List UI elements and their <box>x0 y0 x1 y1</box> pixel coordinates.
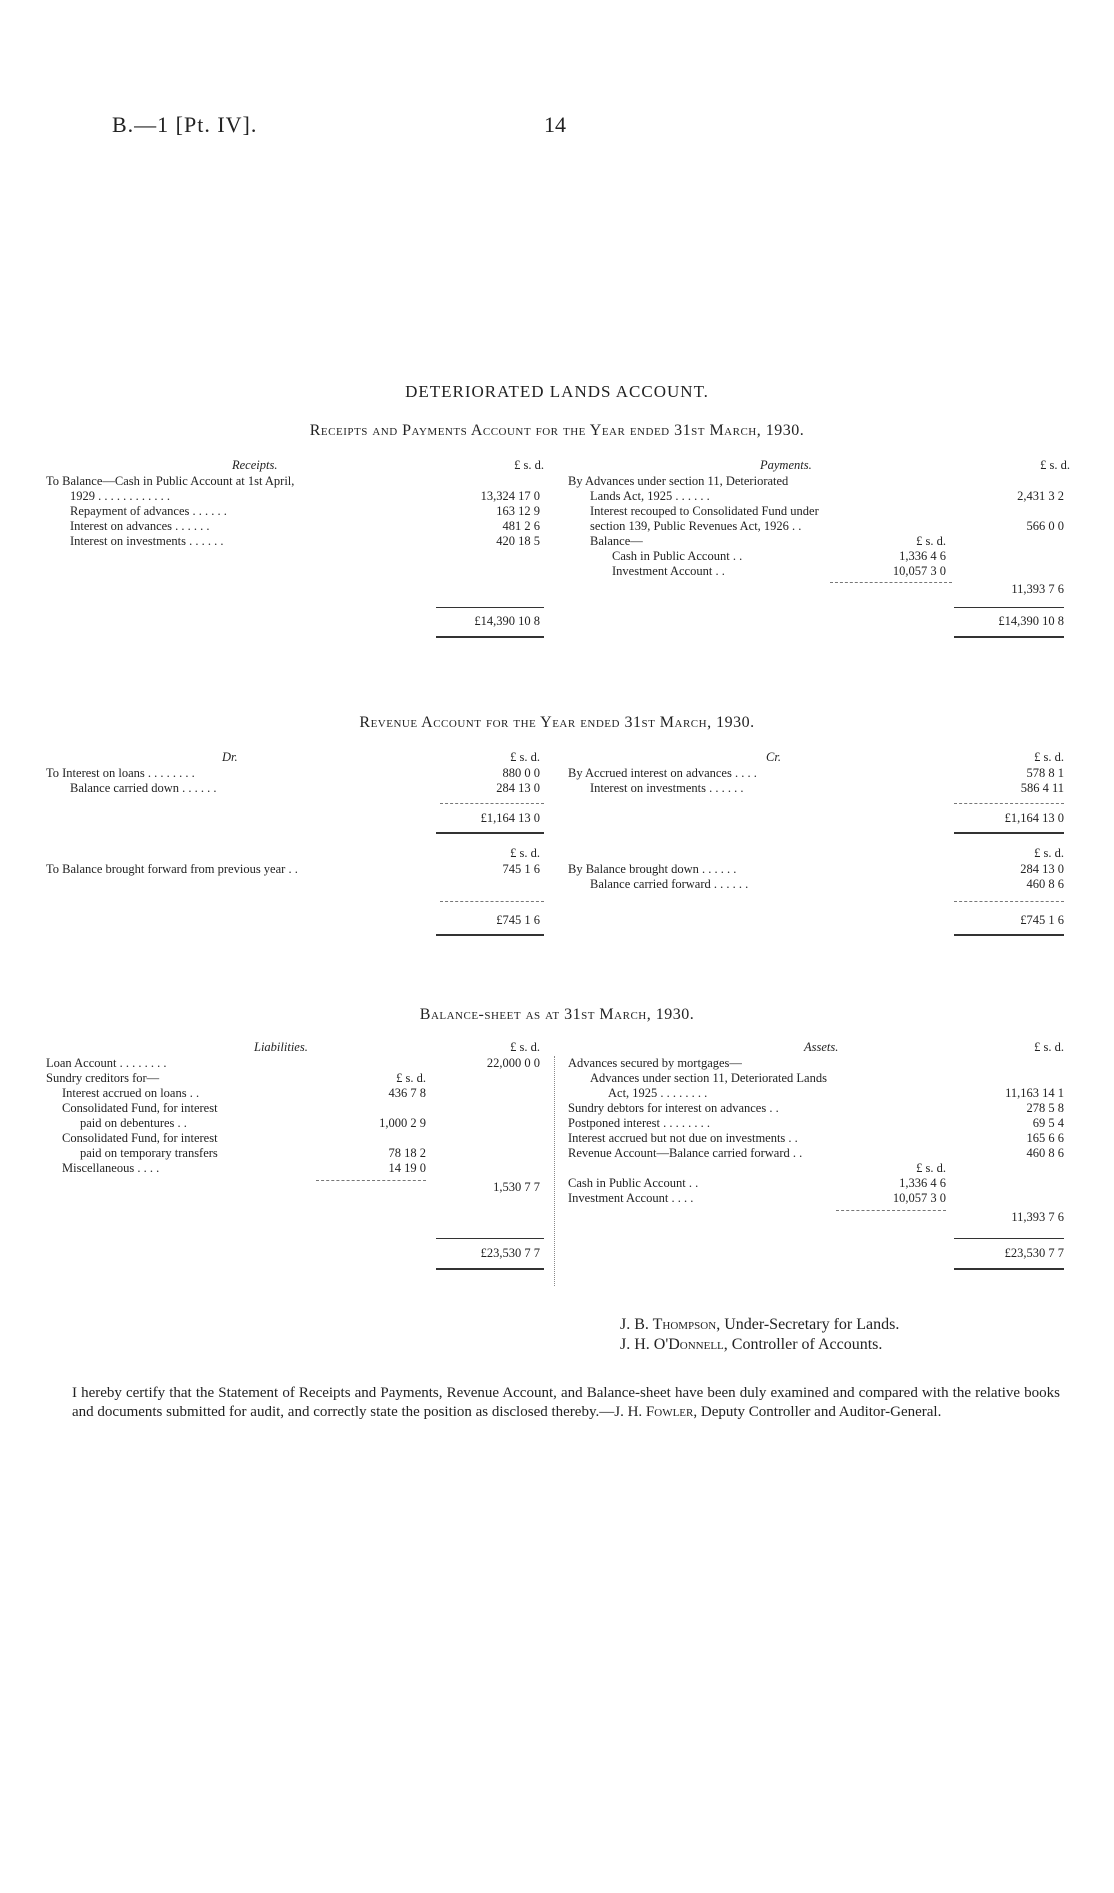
payments-double-rule <box>954 636 1064 638</box>
revenue-credit-amount: 460 8 6 <box>1026 877 1064 891</box>
revenue-lsd-header-2-right: £ s. d. <box>1034 846 1064 860</box>
receipt-line: To Balance—Cash in Public Account at 1st April, <box>46 474 295 488</box>
page-reference: B.—1 [Pt. IV]. <box>112 112 258 137</box>
asset-inner-line: Cash in Public Account . . <box>568 1176 699 1190</box>
revenue-debit-line: To Interest on loans . . . . . . . . <box>46 766 195 780</box>
revenue-credit-rule-2 <box>954 901 1064 902</box>
assets-double-rule <box>954 1268 1064 1270</box>
liabilities-double-rule <box>436 1268 544 1270</box>
revenue-debit-double-rule <box>436 832 544 834</box>
receipts-total: £14,390 10 8 <box>474 614 540 628</box>
asset-inner-rule <box>836 1210 946 1211</box>
asset-amount: 460 8 6 <box>1026 1146 1064 1160</box>
liability-line: Loan Account . . . . . . . . <box>46 1056 167 1070</box>
asset-line: Sundry debtors for interest on advances . . <box>568 1101 779 1115</box>
revenue-lsd-header: £ s. d. <box>510 750 540 764</box>
creditors-lsd-header: £ s. d. <box>396 1071 426 1085</box>
revenue-credit-amount: 284 13 0 <box>1020 862 1064 876</box>
account-title: DETERIORATED LANDS ACCOUNT. <box>405 382 709 401</box>
balance-subtotal-rule <box>830 582 952 583</box>
creditor-amount: 1,000 2 9 <box>379 1116 426 1130</box>
revenue-debit-line: To Balance brought forward from previous year . . <box>46 862 298 876</box>
creditors-total: 1,530 7 7 <box>493 1180 540 1194</box>
revenue-credit-double-rule-2 <box>954 934 1064 936</box>
signatory-name: J. H. O'Donnell <box>620 1336 724 1353</box>
balance-item-amount: 1,336 4 6 <box>899 549 946 563</box>
receipt-line: Repayment of advances . . . . . . <box>70 504 227 518</box>
balance-total: 11,393 7 6 <box>1011 582 1064 596</box>
asset-line: Act, 1925 . . . . . . . . <box>608 1086 708 1100</box>
revenue-debit-line: Balance carried down . . . . . . <box>70 781 217 795</box>
asset-line: Postponed interest . . . . . . . . <box>568 1116 711 1130</box>
asset-line: Interest accrued but not due on investments . . <box>568 1131 798 1145</box>
assets-total-rule <box>954 1238 1064 1239</box>
payments-heading: Payments. <box>760 458 812 472</box>
asset-amount: 11,163 14 1 <box>1005 1086 1064 1100</box>
receipts-lsd-header: £ s. d. <box>514 458 544 472</box>
revenue-credit-line: Interest on investments . . . . . . <box>590 781 744 795</box>
creditor-line: paid on temporary transfers <box>80 1146 218 1160</box>
receipts-heading: Receipts. <box>232 458 278 472</box>
assets-heading: Assets. <box>804 1040 839 1054</box>
receipt-line: Interest on advances . . . . . . <box>70 519 210 533</box>
revenue-debit-double-rule-2 <box>436 934 544 936</box>
receipt-line: Interest on investments . . . . . . <box>70 534 224 548</box>
payment-line: Balance— <box>590 534 643 548</box>
asset-inner-total: 11,393 7 6 <box>1011 1210 1064 1224</box>
revenue-credit-rule <box>954 803 1064 804</box>
payment-amount: 566 0 0 <box>1026 519 1064 533</box>
creditor-line: Interest accrued on loans . . <box>62 1086 200 1100</box>
creditor-line: Consolidated Fund, for interest <box>62 1131 218 1145</box>
receipt-line: 1929 . . . . . . . . . . . . <box>70 489 170 503</box>
receipt-amount: 481 2 6 <box>502 519 540 533</box>
asset-amount: 69 5 4 <box>1032 1116 1064 1130</box>
liabilities-total-rule <box>436 1238 544 1239</box>
revenue-credit-amount: 578 8 1 <box>1026 766 1064 780</box>
liabilities-heading: Liabilities. <box>254 1040 308 1054</box>
balance-item: Investment Account . . <box>612 564 725 578</box>
payment-line: Lands Act, 1925 . . . . . . <box>590 489 710 503</box>
signatory-name: J. B. Thompson <box>620 1316 717 1333</box>
creditor-amount: 436 7 8 <box>388 1086 426 1100</box>
asset-line: Advances under section 11, Deteriorated Lands <box>590 1071 827 1085</box>
payments-total-rule <box>954 607 1064 608</box>
payment-line: section 139, Public Revenues Act, 1926 . . <box>590 519 802 533</box>
creditor-amount: 78 18 2 <box>388 1146 426 1160</box>
payments-lsd-header: £ s. d. <box>1040 458 1070 472</box>
revenue-credit-line: Balance carried forward . . . . . . <box>590 877 749 891</box>
receipt-amount: 163 12 9 <box>496 504 540 518</box>
signatory-role: , Controller of Accounts. <box>723 1336 883 1353</box>
asset-inner-line: Investment Account . . . . <box>568 1191 694 1205</box>
signature-under-secretary <box>620 1316 899 1334</box>
balance-item-amount: 10,057 3 0 <box>892 564 946 578</box>
revenue-debit-total-2: £745 1 6 <box>496 913 540 927</box>
auditor-name: J. H. Fowler <box>614 1404 694 1420</box>
liabilities-lsd-header: £ s. d. <box>510 1040 540 1054</box>
signature-controller <box>620 1336 882 1354</box>
revenue-account-subtitle: Revenue Account for the Year ended 31st March, 1930. <box>359 714 755 731</box>
revenue-lsd-header-2: £ s. d. <box>510 846 540 860</box>
receipts-double-rule <box>436 636 544 638</box>
payment-line: Interest recouped to Consolidated Fund under <box>590 504 819 518</box>
revenue-lsd-header-right: £ s. d. <box>1034 750 1064 764</box>
revenue-debit-rule-2 <box>440 901 544 902</box>
revenue-credit-line: By Balance brought down . . . . . . <box>568 862 737 876</box>
revenue-credit-total-2: £745 1 6 <box>1020 913 1064 927</box>
payment-amount: 2,431 3 2 <box>1017 489 1064 503</box>
revenue-debit-rule <box>440 803 544 804</box>
liabilities-total: £23,530 7 7 <box>480 1246 540 1260</box>
receipts-payments-subtitle: Receipts and Payments Account for the Year ended 31st March, 1930. <box>309 422 805 439</box>
assets-lsd-header: £ s. d. <box>1034 1040 1064 1054</box>
liability-line: Sundry creditors for— <box>46 1071 160 1085</box>
creditors-subtotal-rule <box>316 1180 426 1181</box>
certificate-text: I hereby certify that the Statement of Receipts and Payments, Revenue Account, and Balance-sheet have been duly examined and compared with the relative books and documents submitted for audit, and correctly state the position as disclosed thereby.— <box>72 1385 1060 1420</box>
creditor-amount: 14 19 0 <box>388 1161 426 1175</box>
asset-line: Revenue Account—Balance carried forward . . <box>568 1146 803 1160</box>
audit-certificate <box>72 1384 1060 1422</box>
revenue-debit-amount: 284 13 0 <box>496 781 540 795</box>
liability-amount: 22,000 0 0 <box>486 1056 540 1070</box>
payments-total: £14,390 10 8 <box>998 614 1064 628</box>
column-separator <box>554 1056 555 1286</box>
creditor-line: Miscellaneous . . . . <box>62 1161 160 1175</box>
page-number: 14 <box>544 112 566 137</box>
credit-heading: Cr. <box>766 750 781 764</box>
signatory-role: , Under-Secretary for Lands. <box>716 1316 900 1333</box>
revenue-credit-double-rule <box>954 832 1064 834</box>
balance-item: Cash in Public Account . . <box>612 549 743 563</box>
receipt-amount: 420 18 5 <box>496 534 540 548</box>
asset-amount: 278 5 8 <box>1026 1101 1064 1115</box>
revenue-debit-amount: 745 1 6 <box>502 862 540 876</box>
revenue-credit-amount: 586 4 11 <box>1020 781 1064 795</box>
balance-lsd-header: £ s. d. <box>916 534 946 548</box>
auditor-role: , Deputy Controller and Auditor-General. <box>693 1404 942 1420</box>
asset-inner-lsd-header: £ s. d. <box>916 1161 946 1175</box>
revenue-debit-total: £1,164 13 0 <box>480 811 540 825</box>
receipts-total-rule <box>436 607 544 608</box>
receipt-amount: 13,324 17 0 <box>480 489 540 503</box>
balance-sheet-subtitle: Balance-sheet as at 31st March, 1930. <box>419 1006 695 1023</box>
debit-heading: Dr. <box>222 750 238 764</box>
creditor-line: Consolidated Fund, for interest <box>62 1101 218 1115</box>
asset-line: Advances secured by mortgages— <box>568 1056 742 1070</box>
assets-total: £23,530 7 7 <box>1004 1246 1064 1260</box>
revenue-debit-amount: 880 0 0 <box>502 766 540 780</box>
asset-amount: 165 6 6 <box>1026 1131 1064 1145</box>
asset-inner-amount: 10,057 3 0 <box>892 1191 946 1205</box>
creditor-line: paid on debentures . . <box>80 1116 187 1130</box>
asset-inner-amount: 1,336 4 6 <box>899 1176 946 1190</box>
revenue-credit-line: By Accrued interest on advances . . . . <box>568 766 757 780</box>
revenue-credit-total: £1,164 13 0 <box>1004 811 1064 825</box>
payment-line: By Advances under section 11, Deteriorated <box>568 474 789 488</box>
